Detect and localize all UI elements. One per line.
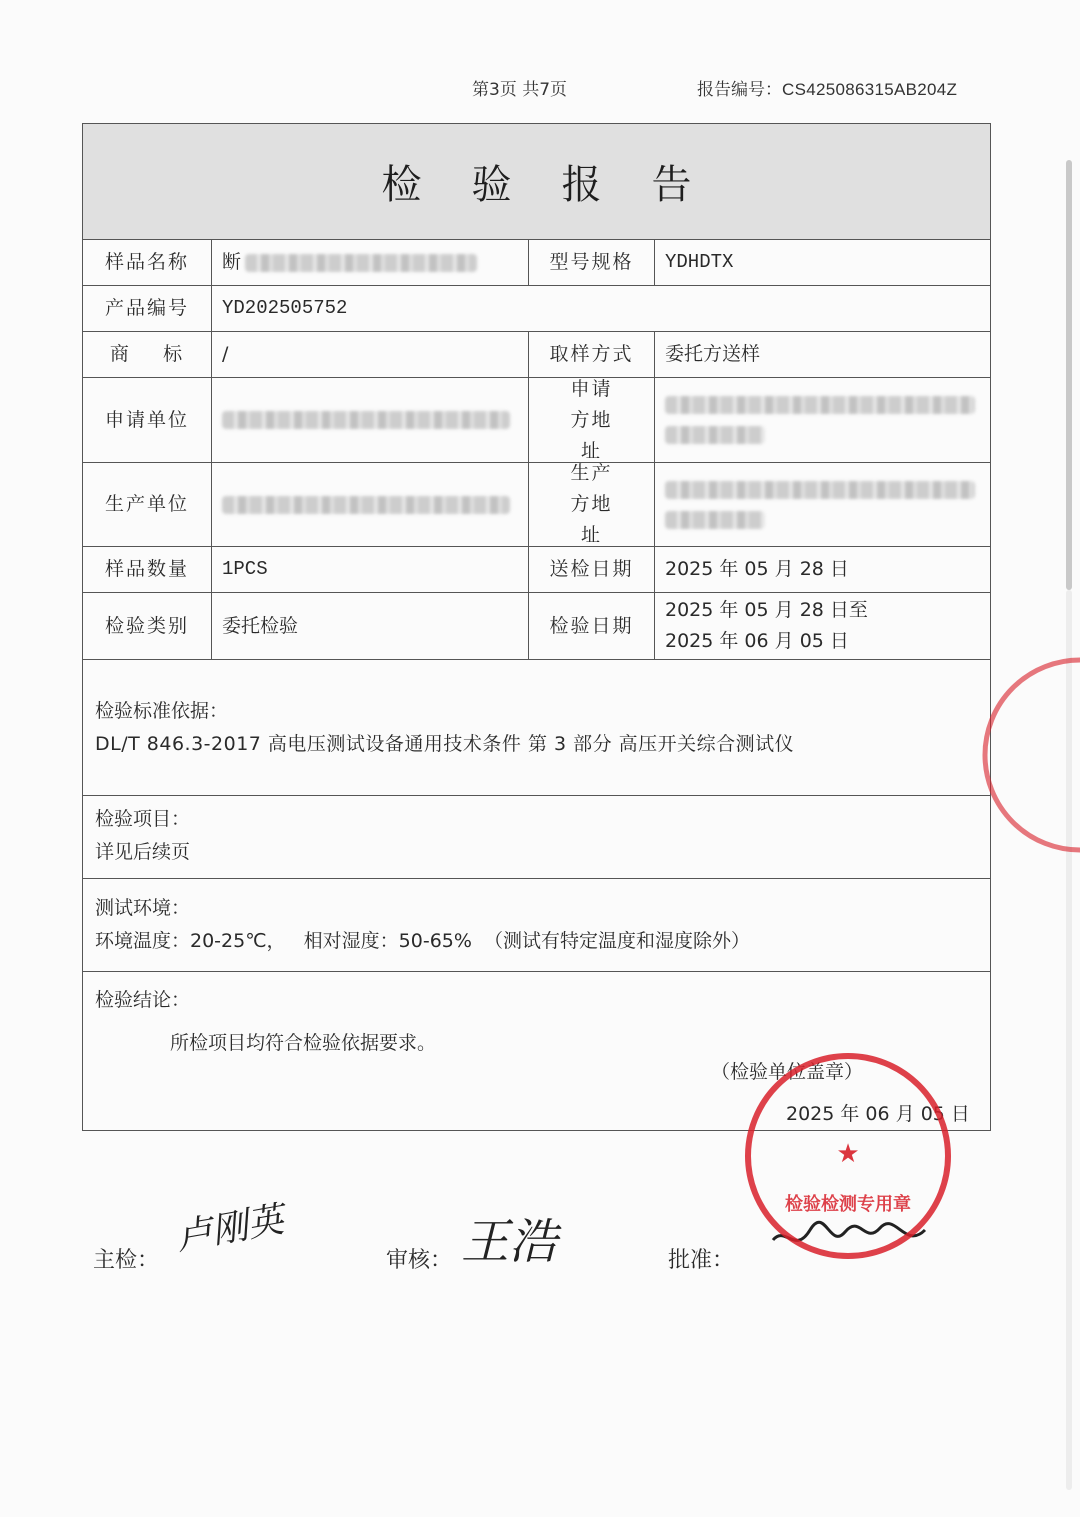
product-no-label: 产品编号 bbox=[104, 297, 189, 319]
official-stamp bbox=[742, 1050, 954, 1262]
quantity-value: 1PCS bbox=[222, 558, 268, 580]
conclusion-section bbox=[95, 984, 190, 1017]
stamp-text: 检验检测专用章 bbox=[785, 1194, 911, 1215]
brand-value: / bbox=[222, 343, 229, 365]
report-number-label: 报告编号： bbox=[697, 80, 782, 100]
redacted-text bbox=[245, 254, 477, 272]
sampling-label: 取样方式 bbox=[549, 343, 634, 365]
standard-heading: 检验标准依据： bbox=[95, 700, 229, 722]
redacted-text bbox=[665, 511, 765, 529]
items-text: 详见后续页 bbox=[95, 841, 191, 863]
applicant-value bbox=[212, 378, 528, 462]
submit-date-label: 送检日期 bbox=[549, 558, 634, 580]
conclusion-text: 所检项目均符合检验依据要求。 bbox=[170, 1032, 437, 1054]
report-table bbox=[82, 123, 991, 1131]
category-label: 检验类别 bbox=[104, 614, 189, 637]
model-value: YDHDTX bbox=[665, 251, 734, 273]
test-date-line1: 2025 年 05 月 28 日至 bbox=[665, 599, 868, 621]
scrollbar-thumb[interactable] bbox=[1066, 160, 1072, 590]
items-section bbox=[95, 803, 190, 869]
producer-addr-label: 生产方地址 bbox=[570, 462, 613, 546]
inspector-label: 主检： bbox=[93, 1248, 160, 1273]
redacted-text bbox=[222, 411, 510, 429]
producer-addr-value bbox=[655, 463, 991, 546]
redacted-text bbox=[665, 426, 765, 444]
reviewer-label: 审核： bbox=[386, 1248, 453, 1273]
edge-stamp bbox=[1050, 650, 1080, 860]
quantity-label: 样品数量 bbox=[104, 558, 189, 580]
test-date-value bbox=[655, 593, 991, 659]
applicant-addr-value bbox=[655, 378, 991, 462]
reviewer-signature bbox=[455, 1200, 565, 1280]
redacted-text bbox=[665, 481, 975, 499]
sampling-value: 委托方送样 bbox=[665, 343, 761, 365]
environment-heading: 测试环境： bbox=[95, 897, 191, 919]
environment-text: 环境温度：20-25℃， 相对湿度：50-65% （测试有特定温度和湿度除外） bbox=[95, 930, 751, 952]
redacted-text bbox=[665, 396, 975, 414]
report-number-value: CS425086315AB204Z bbox=[782, 80, 958, 99]
stamp-note: （检验单位盖章） bbox=[711, 1061, 864, 1083]
sample-name-prefix: 断 bbox=[222, 251, 242, 273]
producer-value bbox=[212, 463, 528, 546]
model-label: 型号规格 bbox=[549, 251, 634, 273]
reviewer-signature-text: 王浩 bbox=[461, 1214, 558, 1270]
category-value: 委托检验 bbox=[222, 614, 299, 637]
page-info: 第3页 共7页 bbox=[472, 80, 568, 100]
stamp-star-icon: ★ bbox=[836, 1139, 860, 1169]
report-title: 检验报告 bbox=[83, 124, 990, 240]
applicant-label: 申请单位 bbox=[104, 408, 189, 431]
conclusion-heading: 检验结论： bbox=[95, 989, 191, 1011]
brand-label: 商 标 bbox=[109, 343, 185, 365]
test-date-label: 检验日期 bbox=[549, 614, 634, 637]
standard-text: DL/T 846.3-2017 高电压测试设备通用技术条件 第 3 部分 高压开关综合测试仪 bbox=[95, 733, 795, 755]
environment-section bbox=[95, 892, 750, 958]
standard-section bbox=[95, 695, 794, 761]
conclusion-date: 2025 年 06 月 05 日 bbox=[786, 1103, 970, 1125]
items-heading: 检验项目： bbox=[95, 808, 191, 830]
product-no-value: YD202505752 bbox=[222, 297, 348, 319]
test-date-line2: 2025 年 06 月 05 日 bbox=[665, 630, 849, 652]
report-number bbox=[697, 75, 957, 100]
inspector-signature bbox=[170, 1190, 287, 1270]
producer-label: 生产单位 bbox=[104, 493, 189, 515]
submit-date-value: 2025 年 05 月 28 日 bbox=[665, 558, 849, 580]
inspector-signature-text: 卢刚英 bbox=[173, 1199, 287, 1259]
sample-name-label: 样品名称 bbox=[104, 251, 189, 273]
approver-label: 批准： bbox=[668, 1248, 735, 1273]
sample-name-value bbox=[212, 240, 528, 285]
applicant-addr-label: 申请方地址 bbox=[570, 377, 613, 462]
redacted-text bbox=[222, 496, 510, 514]
